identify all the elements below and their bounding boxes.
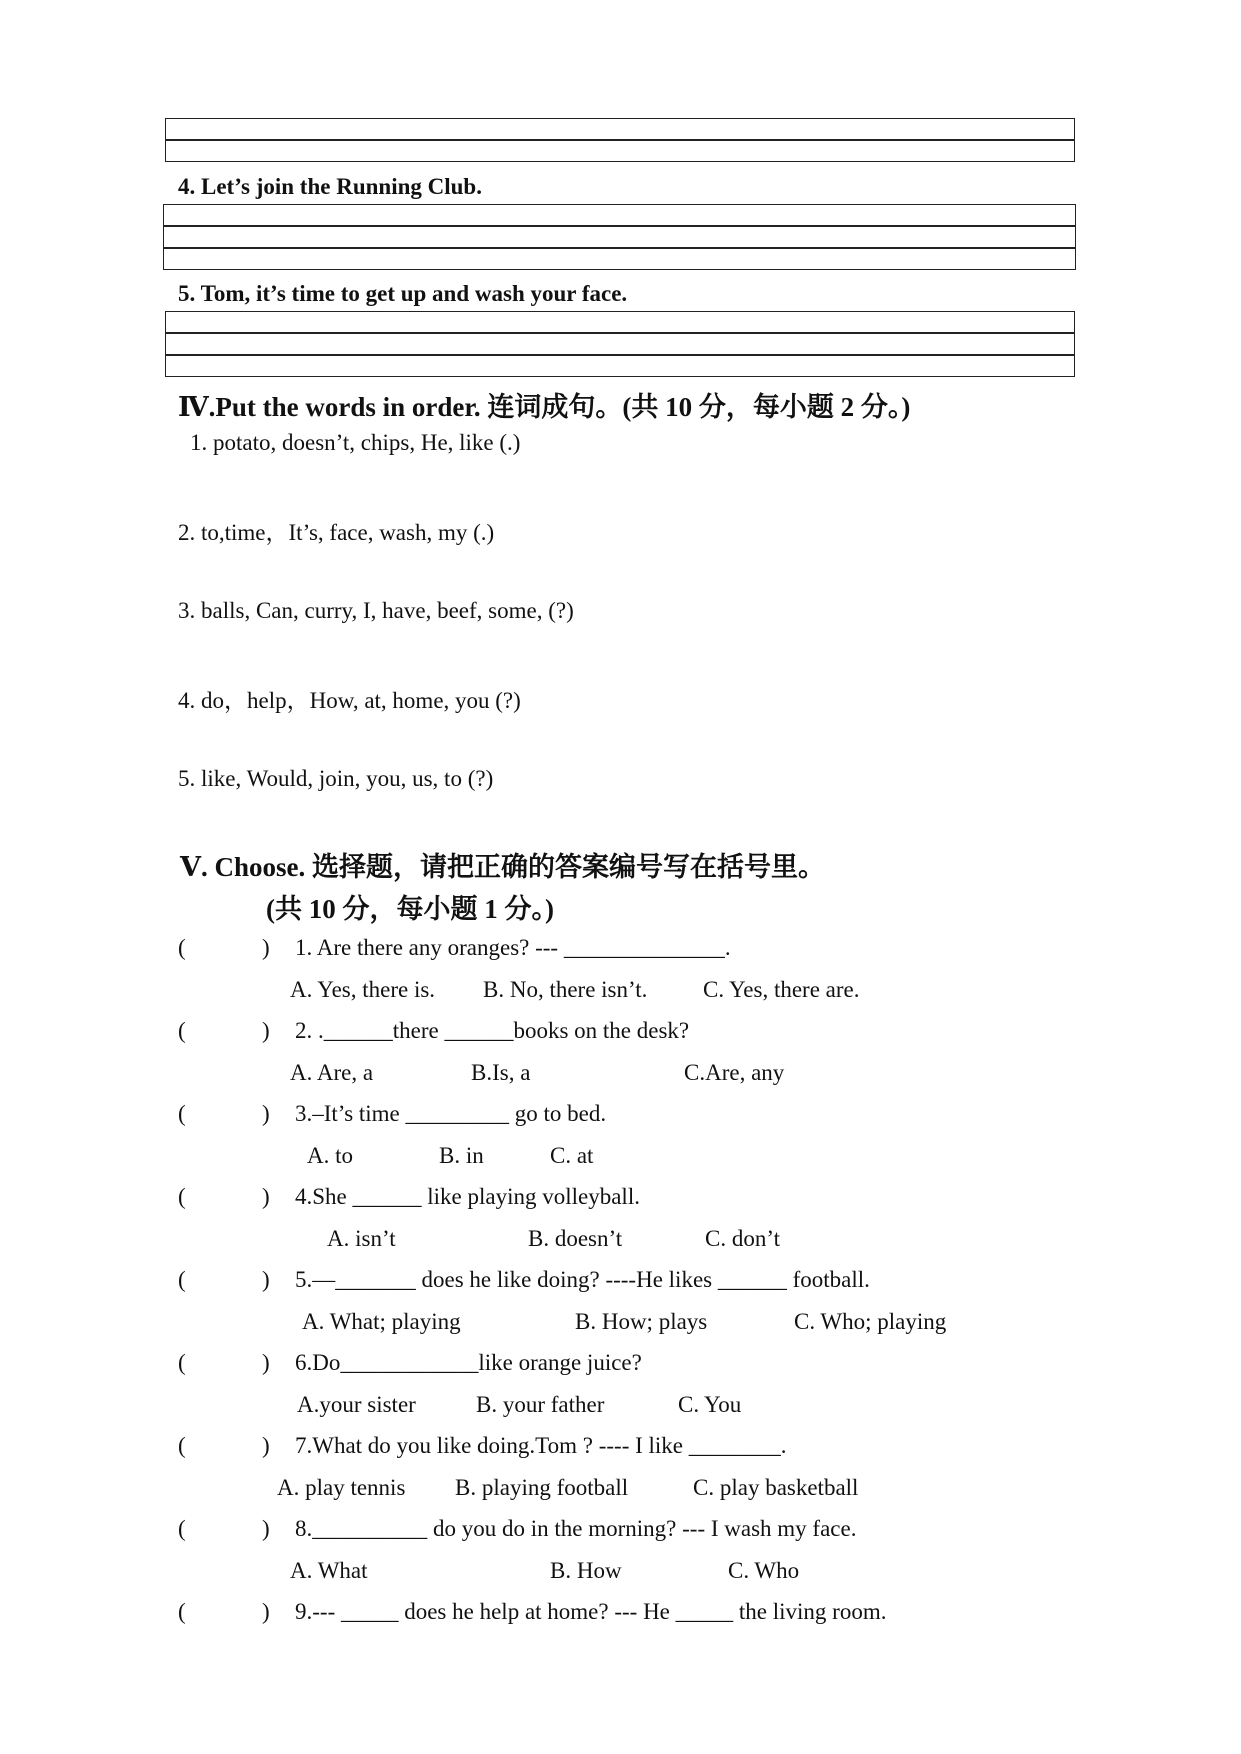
choice-question-6: 6.Do____________like orange juice? [295,1350,642,1375]
option-a: A. Are, a [290,1060,374,1085]
option-b: B. playing football [455,1475,629,1500]
question-5-prompt: 5. Tom, it’s time to get up and wash your face. [178,281,628,306]
option-a: A. Yes, there is. [290,977,436,1002]
writing-line-box[interactable] [163,226,1076,248]
answer-paren-open: ( [178,1184,186,1209]
option-a: A. play tennis [277,1475,406,1500]
answer-paren-close: ) [262,1184,270,1209]
answer-paren-close: ) [262,1267,270,1292]
order-item-5: 5. like, Would, join, you, us, to (?) [178,766,494,791]
option-a: A. to [307,1143,353,1168]
choice-question-1: 1. Are there any oranges? --- ______________. [295,935,731,960]
option-b: B. No, there isn’t. [483,977,648,1002]
writing-line-box[interactable] [165,140,1075,162]
answer-paren-close: ) [262,1101,270,1126]
option-c: C. Yes, there are. [703,977,860,1002]
option-a: A.your sister [297,1392,416,1417]
writing-line-box[interactable] [163,248,1076,270]
answer-paren-open: ( [178,1267,186,1292]
answer-paren-open: ( [178,1018,186,1043]
section-5-heading: Ⅴ. Choose. 选择题，请把正确的答案编号写在括号里。 [180,852,825,882]
order-item-1: 1. potato, doesn’t, chips, He, like (.) [190,430,521,455]
question-4-prompt: 4. Let’s join the Running Club. [178,174,482,199]
answer-paren-open: ( [178,1433,186,1458]
answer-paren-close: ) [262,1350,270,1375]
writing-line-box[interactable] [163,204,1076,226]
option-b: B. How [550,1558,622,1583]
answer-paren-open: ( [178,1516,186,1541]
option-a: A. isn’t [327,1226,396,1251]
section-5-subheading: (共 10 分，每小题 1 分。) [266,894,554,924]
choice-question-3: 3.–It’s time _________ go to bed. [295,1101,607,1126]
writing-line-box[interactable] [165,333,1075,355]
option-b: B. doesn’t [528,1226,623,1251]
answer-paren-open: ( [178,1350,186,1375]
writing-line-box[interactable] [165,355,1075,377]
writing-line-box[interactable] [165,311,1075,333]
order-item-4: 4. do，help，How, at, home, you (?) [178,688,521,713]
option-c: C. Who [728,1558,800,1583]
option-b: B. your father [476,1392,605,1417]
choice-question-8: 8.__________ do you do in the morning? --- I wash my face. [295,1516,857,1541]
order-item-3: 3. balls, Can, curry, I, have, beef, some, (?) [178,598,574,623]
option-c: C. play basketball [693,1475,859,1500]
order-item-2: 2. to,time，It’s, face, wash, my (.) [178,520,495,545]
answer-paren-close: ) [262,1599,270,1624]
option-c: C.Are, any [684,1060,785,1085]
option-b: B. How; plays [575,1309,708,1334]
choice-question-9: 9.--- _____ does he help at home? --- He _____ the living room. [295,1599,887,1624]
choice-question-5: 5.—_______ does he like doing? ----He likes ______ football. [295,1267,870,1292]
answer-paren-open: ( [178,1101,186,1126]
option-c: C. Who; playing [794,1309,947,1334]
choice-question-2: 2. .______there ______books on the desk? [295,1018,690,1043]
answer-paren-open: ( [178,1599,186,1624]
choice-question-4: 4.She ______ like playing volleyball. [295,1184,640,1209]
option-c: C. at [550,1143,594,1168]
option-c: C. don’t [705,1226,780,1251]
option-b: B. in [439,1143,484,1168]
option-b: B.Is, a [471,1060,531,1085]
option-a: A. What [290,1558,368,1583]
answer-paren-close: ) [262,1433,270,1458]
section-4-heading: Ⅳ.Put the words in order. 连词成句。(共 10 分，每小题 2 分。) [178,392,911,422]
choice-question-7: 7.What do you like doing.Tom ? ---- I like ________. [295,1433,787,1458]
option-c: C. You [678,1392,742,1417]
answer-paren-close: ) [262,1516,270,1541]
option-a: A. What; playing [302,1309,461,1334]
answer-paren-close: ) [262,1018,270,1043]
answer-paren-open: ( [178,935,186,960]
writing-line-box[interactable] [165,118,1075,140]
answer-paren-close: ) [262,935,270,960]
